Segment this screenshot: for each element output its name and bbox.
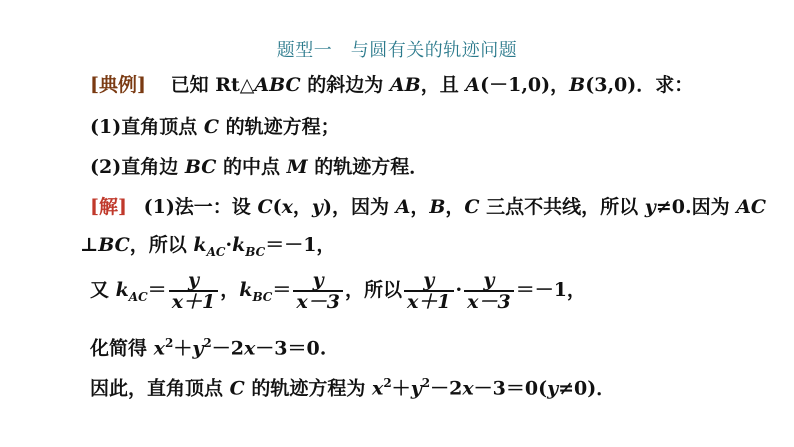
solution-line-1 bbox=[90, 194, 766, 220]
sol-text: ＝ bbox=[147, 279, 167, 301]
fraction bbox=[293, 270, 343, 312]
sol-var: BC bbox=[98, 234, 130, 256]
sol-sup: 2 bbox=[164, 336, 174, 350]
sol-var: x bbox=[371, 377, 384, 400]
question-1 bbox=[90, 114, 340, 140]
sol-sub: BC bbox=[245, 244, 266, 259]
example-line bbox=[90, 72, 693, 98]
sol-text: ＋ bbox=[173, 337, 193, 360]
sol-text: ，所以 bbox=[129, 234, 194, 256]
sol-text: ＝ bbox=[272, 279, 292, 301]
frac-num: y bbox=[187, 269, 199, 291]
sol-text: ， bbox=[220, 279, 240, 301]
example-var: ABC bbox=[254, 74, 301, 96]
sol-var: x bbox=[153, 337, 165, 360]
sol-text: ，所以 bbox=[344, 279, 402, 301]
q2-text: 的轨迹方程． bbox=[307, 156, 429, 178]
sol-text: －2 bbox=[211, 337, 244, 360]
q2-var: M bbox=[286, 156, 308, 178]
sol-text: 化简得 bbox=[90, 337, 154, 360]
q2-text: 的中点 bbox=[216, 156, 287, 178]
example-text: ，且 bbox=[420, 74, 466, 96]
sol-text: －2 bbox=[430, 377, 463, 400]
sol-text: · bbox=[455, 279, 463, 301]
example-text: (3,0) bbox=[585, 74, 637, 96]
page-title: 题型一 与圆有关的轨迹问题 bbox=[276, 40, 518, 61]
example-text: 已知 Rt△ bbox=[170, 74, 255, 96]
sol-text: ， bbox=[410, 196, 430, 218]
sol-text: －3＝0. bbox=[255, 337, 327, 360]
sol-text: 的轨迹方程为 bbox=[244, 377, 372, 400]
sol-text: 又 bbox=[90, 279, 116, 301]
example-text: ．求： bbox=[636, 74, 694, 96]
sol-text: ≠0)． bbox=[558, 377, 616, 400]
sol-var: C bbox=[257, 196, 273, 218]
solution-line-2 bbox=[80, 232, 335, 265]
example-text: (－1,0) bbox=[480, 74, 551, 96]
sol-var: y bbox=[410, 377, 422, 400]
question-2 bbox=[90, 154, 428, 180]
sol-var: y bbox=[192, 337, 204, 360]
sol-var: y bbox=[547, 377, 559, 400]
example-tag: [典例] bbox=[90, 74, 146, 96]
q1-var: C bbox=[203, 116, 219, 138]
sol-sub: AC bbox=[206, 244, 226, 259]
frac-num: y bbox=[483, 269, 495, 291]
frac-den: x－3 bbox=[464, 290, 514, 312]
example-var: B bbox=[569, 74, 586, 96]
sol-sub: AC bbox=[128, 289, 148, 304]
sol-text: ≠0.因为 bbox=[655, 196, 737, 218]
sol-var: A bbox=[395, 196, 411, 218]
solution-line-3 bbox=[90, 270, 586, 312]
solution-tag: [解] bbox=[90, 196, 127, 218]
sol-text: ＋ bbox=[391, 377, 411, 400]
sol-var: AC bbox=[736, 196, 767, 218]
fraction bbox=[404, 270, 454, 312]
sol-var: k bbox=[239, 279, 253, 301]
sol-var: k bbox=[115, 279, 129, 301]
sol-var: x bbox=[462, 377, 474, 400]
sol-text: )，因为 bbox=[322, 196, 396, 218]
sol-var: y bbox=[311, 196, 323, 218]
sol-var: C bbox=[229, 377, 245, 400]
q2-var: BC bbox=[184, 156, 217, 178]
sol-text: ( bbox=[272, 196, 282, 218]
sol-var: k bbox=[232, 234, 246, 256]
sol-var: y bbox=[644, 196, 656, 218]
sol-var: B bbox=[429, 196, 446, 218]
sol-text: 因此，直角顶点 bbox=[90, 377, 230, 400]
example-text: ， bbox=[550, 74, 570, 96]
sol-text: ， bbox=[292, 196, 312, 218]
sol-text: －3＝0( bbox=[473, 377, 548, 400]
frac-den: x＋1 bbox=[404, 290, 454, 312]
sol-text: ＝－1， bbox=[265, 234, 336, 256]
fraction bbox=[464, 270, 514, 312]
frac-num: y bbox=[423, 269, 435, 291]
sol-text: · bbox=[225, 234, 233, 256]
frac-den: x－3 bbox=[293, 290, 343, 312]
frac-den: x＋1 bbox=[169, 290, 219, 312]
example-var: AB bbox=[389, 74, 421, 96]
solution-line-5 bbox=[90, 370, 615, 401]
fraction bbox=[169, 270, 219, 312]
sol-sub: BC bbox=[252, 289, 273, 304]
solution-line-4 bbox=[90, 330, 326, 361]
sol-text: 三点不共线，所以 bbox=[479, 196, 645, 218]
q2-text: (2)直角边 bbox=[90, 156, 185, 178]
q1-text: (1)直角顶点 bbox=[90, 116, 204, 138]
example-var: A bbox=[465, 74, 481, 96]
sol-text: ， bbox=[445, 196, 465, 218]
frac-num: y bbox=[312, 269, 324, 291]
sol-var: x bbox=[281, 196, 293, 218]
sol-text: ⊥ bbox=[80, 234, 99, 256]
q1-text: 的轨迹方程； bbox=[218, 116, 340, 138]
sol-sup: 2 bbox=[203, 336, 212, 350]
sol-text: ＝－1， bbox=[515, 279, 586, 301]
sol-var: C bbox=[464, 196, 480, 218]
sol-text: (1)法一：设 bbox=[143, 196, 258, 218]
example-text: 的斜边为 bbox=[300, 74, 390, 96]
sol-var: x bbox=[243, 337, 256, 360]
sol-var: k bbox=[193, 234, 207, 256]
sol-sup: 2 bbox=[421, 376, 431, 390]
sol-sup: 2 bbox=[383, 376, 392, 390]
